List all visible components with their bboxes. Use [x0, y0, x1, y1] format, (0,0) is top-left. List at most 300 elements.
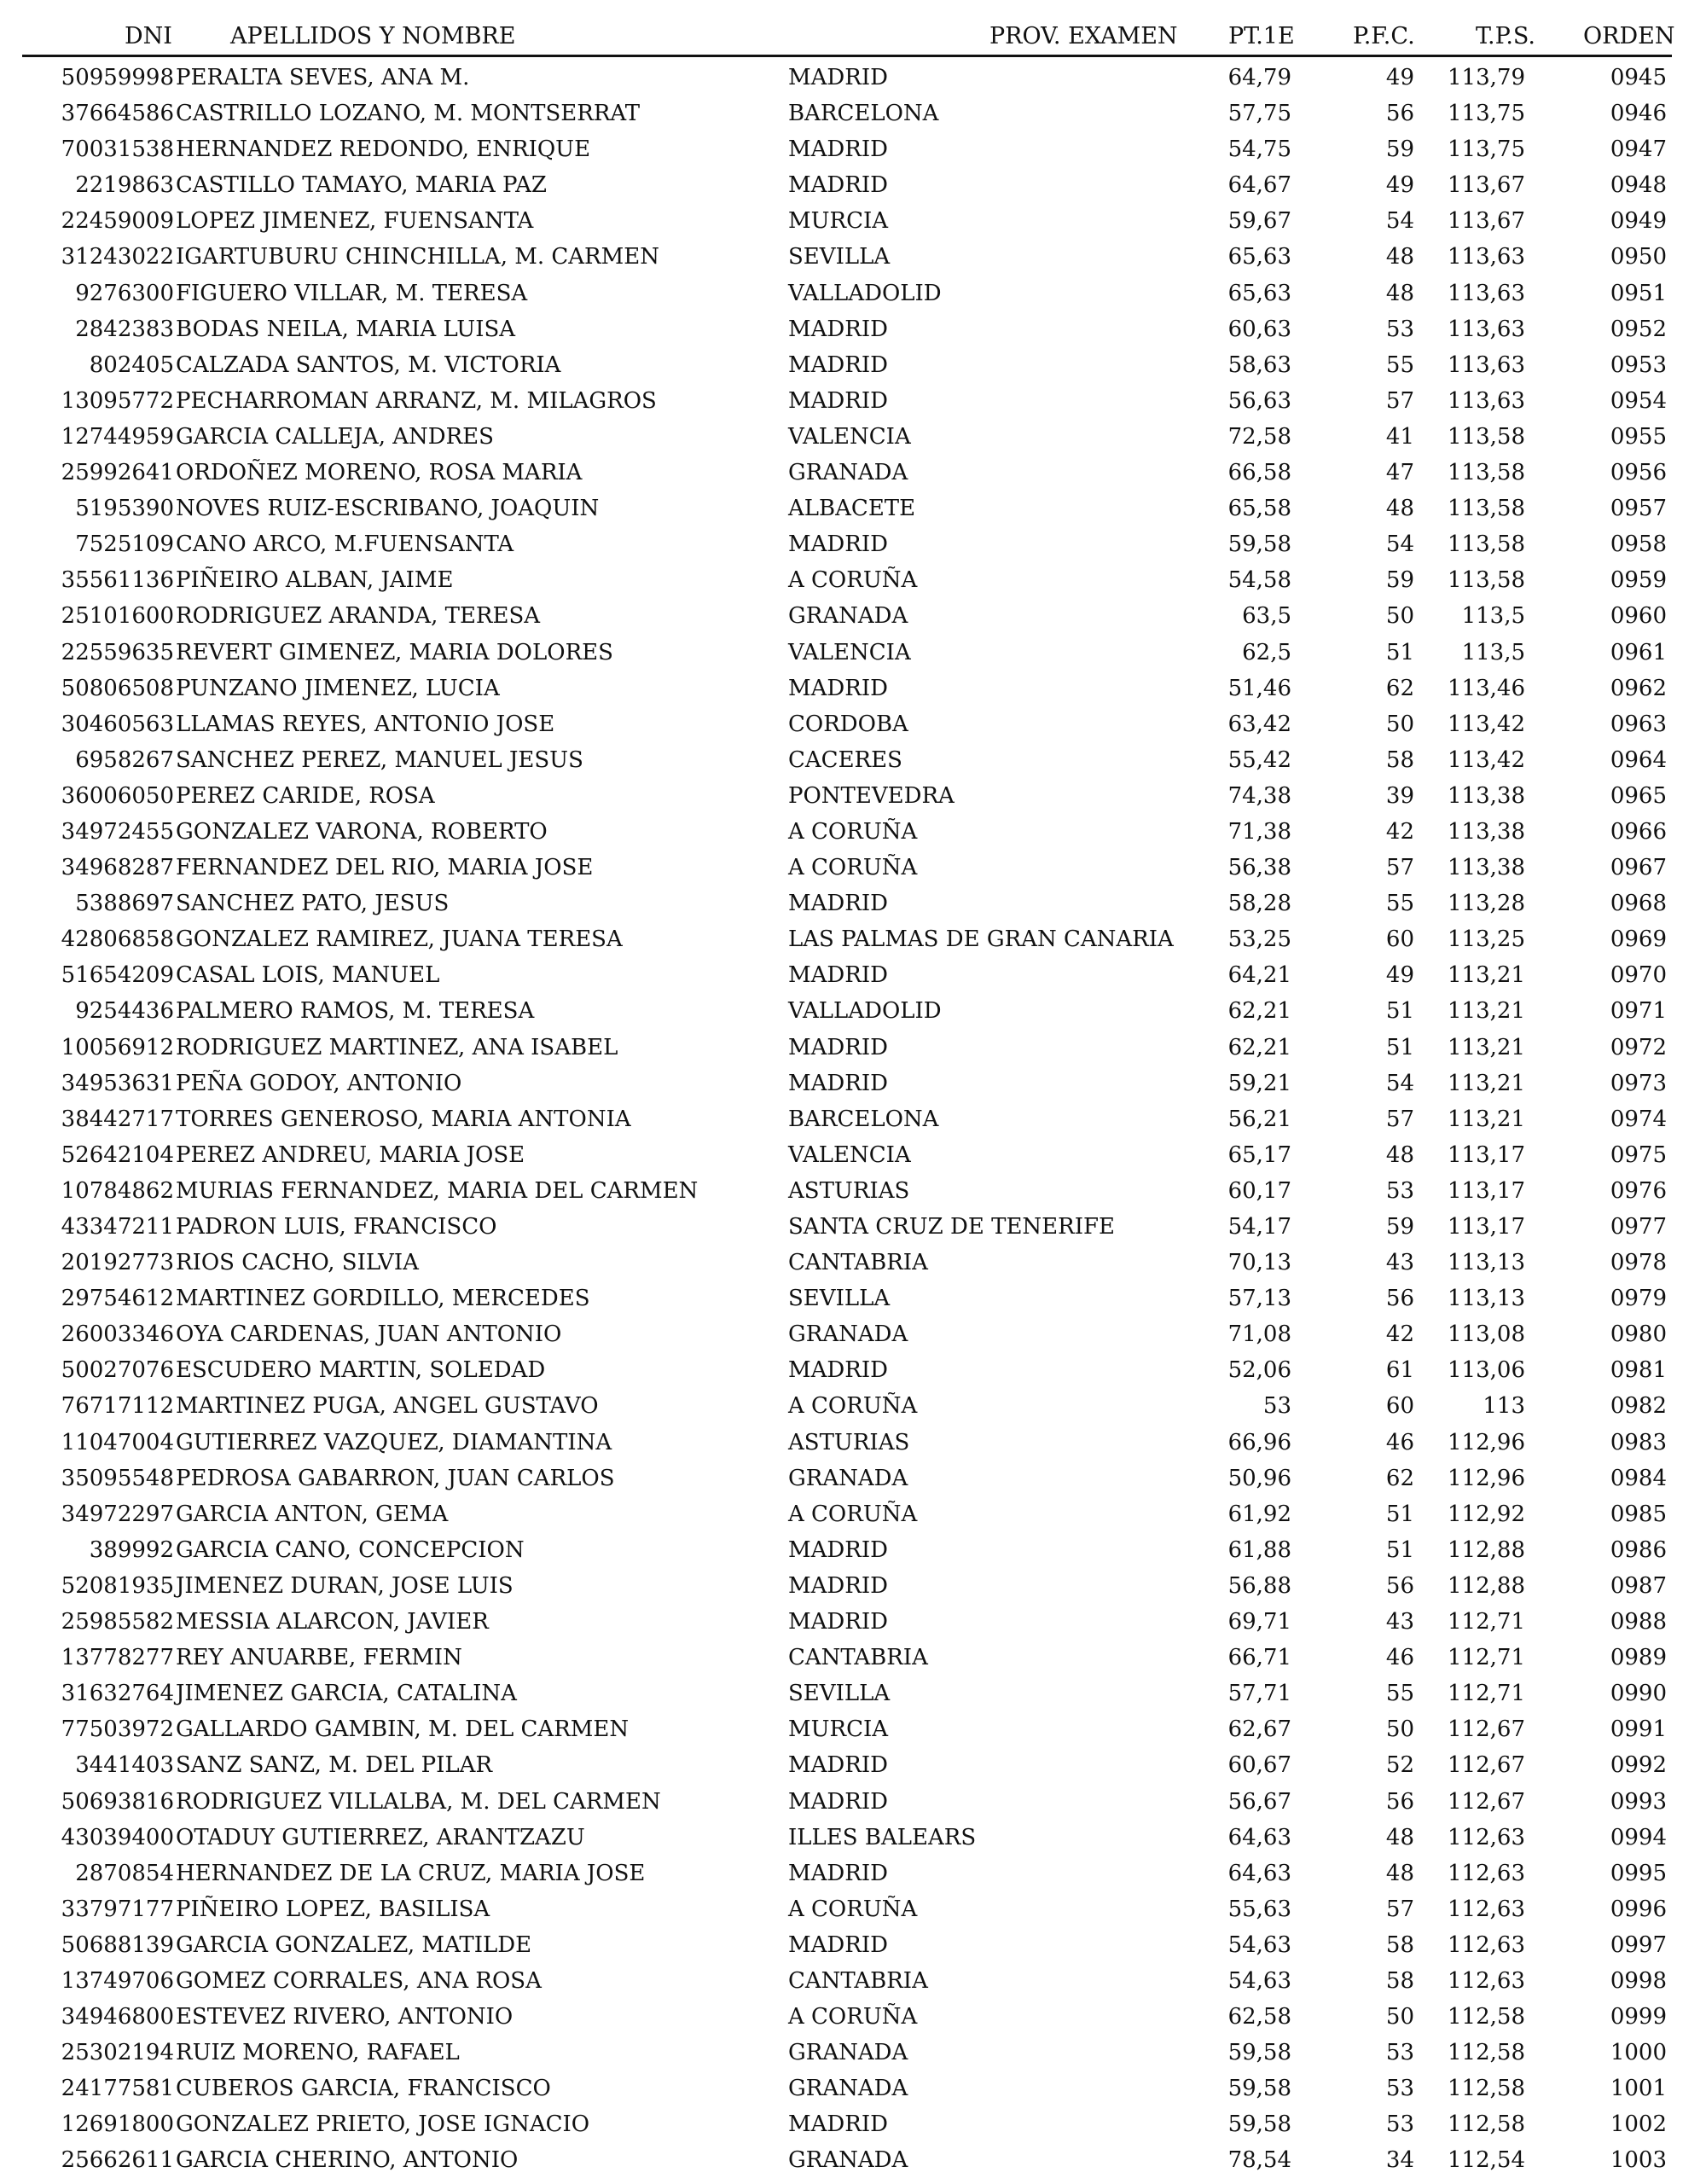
- pt1e-cell: 54,63: [1227, 1931, 1291, 1958]
- name-cell: PALMERO RAMOS, M. TERESA: [176, 998, 535, 1025]
- pfc-cell: 51: [1385, 1501, 1414, 1527]
- prov-cell: A CORUÑA: [788, 1501, 918, 1527]
- name-cell: HERNANDEZ DE LA CRUZ, MARIA JOSE: [176, 1860, 646, 1886]
- prov-cell: BARCELONA: [788, 1106, 939, 1132]
- pfc-cell: 53: [1385, 2040, 1414, 2066]
- name-cell: CASTILLO TAMAYO, MARIA PAZ: [176, 172, 547, 199]
- name-cell: PEREZ ANDREU, MARIA JOSE: [176, 1141, 525, 1168]
- prov-cell: MADRID: [788, 1788, 888, 1815]
- tps-cell: 113,17: [1448, 1141, 1525, 1168]
- table-row: [0, 2071, 1706, 2106]
- orden-cell: 1002: [1610, 2111, 1667, 2138]
- tps-cell: 112,54: [1448, 2147, 1525, 2174]
- dni-cell: 34972297: [61, 1501, 174, 1527]
- name-cell: FERNANDEZ DEL RIO, MARIA JOSE: [176, 855, 594, 881]
- orden-cell: 0986: [1610, 1536, 1667, 1563]
- dni-cell: 50806508: [61, 675, 174, 701]
- prov-cell: MADRID: [788, 675, 888, 701]
- dni-cell: 52642104: [61, 1141, 174, 1168]
- tps-cell: 113,79: [1448, 65, 1525, 90]
- name-cell: RODRIGUEZ VILLALBA, M. DEL CARMEN: [176, 1788, 661, 1815]
- orden-cell: 1000: [1610, 2040, 1667, 2066]
- prov-cell: MADRID: [788, 65, 888, 90]
- tps-cell: 113,63: [1448, 280, 1525, 306]
- table-row: [0, 1173, 1706, 1209]
- pfc-cell: 57: [1385, 1106, 1414, 1132]
- table-row: [0, 276, 1706, 311]
- pfc-cell: 57: [1385, 1896, 1414, 1922]
- tps-cell: 113,21: [1448, 962, 1525, 989]
- table-row: [0, 635, 1706, 671]
- orden-cell: 1003: [1610, 2147, 1667, 2174]
- dni-cell: 12744959: [61, 423, 174, 450]
- pfc-cell: 53: [1385, 2076, 1414, 2102]
- pt1e-cell: 54,58: [1227, 567, 1291, 594]
- name-cell: PUNZANO JIMENEZ, LUCIA: [176, 675, 500, 701]
- pt1e-cell: 52,06: [1227, 1357, 1291, 1384]
- dni-cell: 70031538: [61, 136, 174, 163]
- pt1e-cell: 63,5: [1242, 603, 1291, 630]
- table-row: [0, 491, 1706, 526]
- dni-cell: 26003346: [61, 1321, 174, 1348]
- pfc-cell: 51: [1385, 1034, 1414, 1060]
- orden-cell: 0975: [1610, 1141, 1667, 1168]
- pfc-cell: 55: [1385, 891, 1414, 917]
- orden-cell: 0999: [1610, 2004, 1667, 2030]
- name-cell: OTADUY GUTIERREZ, ARANTZAZU: [176, 1824, 585, 1850]
- table-row: [0, 131, 1706, 167]
- orden-cell: 0994: [1610, 1824, 1667, 1850]
- prov-cell: PONTEVEDRA: [788, 782, 955, 809]
- name-cell: GARCIA GONZALEZ, MATILDE: [176, 1931, 532, 1958]
- pfc-cell: 56: [1385, 1572, 1414, 1599]
- orden-cell: 0982: [1610, 1393, 1667, 1420]
- pt1e-cell: 59,67: [1227, 208, 1291, 235]
- table-row: [0, 60, 1706, 96]
- name-cell: GARCIA CANO, CONCEPCION: [176, 1536, 525, 1563]
- prov-cell: SANTA CRUZ DE TENERIFE: [788, 1214, 1116, 1240]
- header-rule: [22, 55, 1672, 57]
- results-table: [0, 60, 1706, 2179]
- pfc-cell: 47: [1385, 460, 1414, 486]
- pfc-cell: 56: [1385, 1286, 1414, 1312]
- orden-cell: 0966: [1610, 818, 1667, 845]
- tps-cell: 113,5: [1461, 639, 1525, 665]
- prov-cell: MURCIA: [788, 1716, 889, 1743]
- table-row: [0, 1066, 1706, 1101]
- dni-cell: 35095548: [61, 1465, 174, 1491]
- name-cell: REY ANUARBE, FERMIN: [176, 1645, 462, 1671]
- name-cell: GOMEZ CORRALES, ANA ROSA: [176, 1967, 542, 1994]
- pt1e-cell: 55,63: [1227, 1896, 1291, 1922]
- pt1e-cell: 56,67: [1227, 1788, 1291, 1815]
- dni-cell: 50959998: [61, 65, 174, 90]
- pfc-cell: 53: [1385, 2111, 1414, 2138]
- orden-cell: 0995: [1610, 1860, 1667, 1886]
- dni-cell: 34946800: [61, 2004, 174, 2030]
- pt1e-cell: 71,38: [1227, 818, 1291, 845]
- orden-cell: 0978: [1610, 1250, 1667, 1276]
- pt1e-cell: 61,88: [1227, 1536, 1291, 1563]
- prov-cell: SEVILLA: [788, 1286, 891, 1312]
- dni-cell: 25302194: [61, 2040, 174, 2066]
- pt1e-cell: 64,67: [1227, 172, 1291, 199]
- orden-cell: 0951: [1610, 280, 1667, 306]
- dni-cell: 22459009: [61, 208, 174, 235]
- name-cell: MESSIA ALARCON, JAVIER: [176, 1609, 489, 1635]
- pt1e-cell: 59,21: [1227, 1070, 1291, 1096]
- dni-cell: 20192773: [61, 1250, 174, 1276]
- table-row: [0, 1999, 1706, 2035]
- orden-cell: 0981: [1610, 1357, 1667, 1384]
- prov-cell: MADRID: [788, 1536, 888, 1563]
- name-cell: PEÑA GODOY, ANTONIO: [176, 1070, 462, 1096]
- header-name: APELLIDOS Y NOMBRE: [230, 23, 516, 49]
- name-cell: CASTRILLO LOZANO, M. MONTSERRAT: [176, 101, 641, 127]
- tps-cell: 112,63: [1448, 1824, 1525, 1850]
- table-row: [0, 1891, 1706, 1927]
- prov-cell: CANTABRIA: [788, 1250, 928, 1276]
- dni-cell: 6958267: [75, 746, 174, 773]
- pt1e-cell: 61,92: [1227, 1501, 1291, 1527]
- prov-cell: GRANADA: [788, 2147, 908, 2174]
- pt1e-cell: 62,21: [1227, 1034, 1291, 1060]
- table-row: [0, 1030, 1706, 1066]
- dni-cell: 31632764: [61, 1681, 174, 1707]
- prov-cell: VALENCIA: [788, 639, 911, 665]
- orden-cell: 0952: [1610, 316, 1667, 342]
- name-cell: CANO ARCO, M.FUENSANTA: [176, 531, 514, 558]
- table-row: [0, 2142, 1706, 2178]
- dni-cell: 34972455: [61, 818, 174, 845]
- tps-cell: 113: [1483, 1393, 1525, 1420]
- header-prov: PROV. EXAMEN: [989, 23, 1178, 49]
- prov-cell: MADRID: [788, 387, 888, 414]
- orden-cell: 0949: [1610, 208, 1667, 235]
- prov-cell: MADRID: [788, 1357, 888, 1384]
- dni-cell: 43347211: [61, 1214, 174, 1240]
- pfc-cell: 59: [1385, 1214, 1414, 1240]
- name-cell: LLAMAS REYES, ANTONIO JOSE: [176, 711, 555, 737]
- tps-cell: 113,5: [1461, 603, 1525, 630]
- pt1e-cell: 62,21: [1227, 998, 1291, 1025]
- tps-cell: 113,63: [1448, 351, 1525, 378]
- pt1e-cell: 69,71: [1227, 1609, 1291, 1635]
- dni-cell: 24177581: [61, 2076, 174, 2102]
- prov-cell: VALENCIA: [788, 423, 911, 450]
- dni-cell: 9276300: [75, 280, 174, 306]
- dni-cell: 34968287: [61, 855, 174, 881]
- table-row: [0, 239, 1706, 275]
- dni-cell: 50688139: [61, 1931, 174, 1958]
- dni-cell: 11047004: [61, 1429, 174, 1455]
- name-cell: PIÑEIRO LOPEZ, BASILISA: [176, 1896, 490, 1922]
- table-row: [0, 96, 1706, 131]
- orden-cell: 0988: [1610, 1609, 1667, 1635]
- prov-cell: CANTABRIA: [788, 1645, 928, 1671]
- name-cell: MARTINEZ GORDILLO, MERCEDES: [176, 1286, 590, 1312]
- pt1e-cell: 64,63: [1227, 1824, 1291, 1850]
- pfc-cell: 34: [1385, 2147, 1414, 2174]
- dni-cell: 25992641: [61, 460, 174, 486]
- table-row: [0, 347, 1706, 383]
- orden-cell: 0945: [1610, 65, 1667, 90]
- prov-cell: A CORUÑA: [788, 1896, 918, 1922]
- tps-cell: 112,58: [1448, 2004, 1525, 2030]
- orden-cell: 0992: [1610, 1752, 1667, 1779]
- prov-cell: A CORUÑA: [788, 855, 918, 881]
- table-row: [0, 1604, 1706, 1640]
- pt1e-cell: 70,13: [1227, 1250, 1291, 1276]
- dni-cell: 802405: [89, 351, 174, 378]
- name-cell: OYA CARDENAS, JUAN ANTONIO: [176, 1321, 562, 1348]
- dni-cell: 13778277: [61, 1645, 174, 1671]
- dni-cell: 5388697: [75, 891, 174, 917]
- prov-cell: GRANADA: [788, 603, 908, 630]
- prov-cell: VALLADOLID: [788, 280, 942, 306]
- table-row: [0, 671, 1706, 706]
- prov-cell: MADRID: [788, 962, 888, 989]
- tps-cell: 113,38: [1448, 855, 1525, 881]
- table-row: [0, 1820, 1706, 1856]
- table-row: [0, 886, 1706, 921]
- dni-cell: 25985582: [61, 1609, 174, 1635]
- pt1e-cell: 53,25: [1227, 926, 1291, 953]
- prov-cell: VALENCIA: [788, 1141, 911, 1168]
- tps-cell: 112,67: [1448, 1788, 1525, 1815]
- name-cell: PIÑEIRO ALBAN, JAIME: [176, 567, 454, 594]
- tps-cell: 113,21: [1448, 1034, 1525, 1060]
- tps-cell: 113,13: [1448, 1286, 1525, 1312]
- tps-cell: 112,96: [1448, 1429, 1525, 1455]
- dni-cell: 52081935: [61, 1572, 174, 1599]
- table-row: [0, 1711, 1706, 1747]
- dni-cell: 10056912: [61, 1034, 174, 1060]
- table-row: [0, 1784, 1706, 1820]
- pt1e-cell: 64,63: [1227, 1860, 1291, 1886]
- tps-cell: 112,67: [1448, 1716, 1525, 1743]
- table-row: [0, 1209, 1706, 1245]
- orden-cell: 0974: [1610, 1106, 1667, 1132]
- pfc-cell: 54: [1385, 1070, 1414, 1096]
- table-row: [0, 850, 1706, 886]
- pfc-cell: 49: [1385, 65, 1414, 90]
- name-cell: GARCIA ANTON, GEMA: [176, 1501, 449, 1527]
- tps-cell: 112,58: [1448, 2111, 1525, 2138]
- name-cell: GALLARDO GAMBIN, M. DEL CARMEN: [176, 1716, 630, 1743]
- pfc-cell: 60: [1385, 1393, 1414, 1420]
- tps-cell: 113,58: [1448, 423, 1525, 450]
- pt1e-cell: 74,38: [1227, 782, 1291, 809]
- name-cell: JIMENEZ GARCIA, CATALINA: [176, 1681, 517, 1707]
- prov-cell: MADRID: [788, 1572, 888, 1599]
- tps-cell: 113,21: [1448, 1106, 1525, 1132]
- name-cell: IGARTUBURU CHINCHILLA, M. CARMEN: [176, 244, 659, 270]
- pt1e-cell: 66,58: [1227, 460, 1291, 486]
- pfc-cell: 55: [1385, 1681, 1414, 1707]
- tps-cell: 112,63: [1448, 1896, 1525, 1922]
- pfc-cell: 46: [1385, 1429, 1414, 1455]
- pt1e-cell: 59,58: [1227, 531, 1291, 558]
- table-row: [0, 1568, 1706, 1604]
- orden-cell: 0985: [1610, 1501, 1667, 1527]
- pfc-cell: 56: [1385, 1788, 1414, 1815]
- orden-cell: 0956: [1610, 460, 1667, 486]
- pfc-cell: 43: [1385, 1609, 1414, 1635]
- pfc-cell: 58: [1385, 1931, 1414, 1958]
- orden-cell: 0961: [1610, 639, 1667, 665]
- tps-cell: 112,88: [1448, 1536, 1525, 1563]
- tps-cell: 112,71: [1448, 1681, 1525, 1707]
- tps-cell: 113,25: [1448, 926, 1525, 953]
- pt1e-cell: 55,42: [1227, 746, 1291, 773]
- tps-cell: 113,08: [1448, 1321, 1525, 1348]
- pt1e-cell: 59,58: [1227, 2111, 1291, 2138]
- dni-cell: 25662611: [61, 2147, 174, 2174]
- tps-cell: 113,63: [1448, 244, 1525, 270]
- prov-cell: MADRID: [788, 1034, 888, 1060]
- tps-cell: 112,71: [1448, 1645, 1525, 1671]
- dni-cell: 29754612: [61, 1286, 174, 1312]
- tps-cell: 113,21: [1448, 998, 1525, 1025]
- tps-cell: 113,58: [1448, 460, 1525, 486]
- pfc-cell: 49: [1385, 962, 1414, 989]
- pfc-cell: 48: [1385, 1860, 1414, 1886]
- table-row: [0, 1281, 1706, 1316]
- pt1e-cell: 60,67: [1227, 1752, 1291, 1779]
- pt1e-cell: 50,96: [1227, 1465, 1291, 1491]
- pt1e-cell: 64,79: [1227, 65, 1291, 90]
- orden-cell: 0954: [1610, 387, 1667, 414]
- prov-cell: SEVILLA: [788, 1681, 891, 1707]
- prov-cell: MADRID: [788, 316, 888, 342]
- orden-cell: 0996: [1610, 1896, 1667, 1922]
- header-pfc: P.F.C.: [1353, 23, 1415, 49]
- table-row: [0, 1352, 1706, 1388]
- prov-cell: CANTABRIA: [788, 1967, 928, 1994]
- orden-cell: 0957: [1610, 496, 1667, 522]
- pfc-cell: 62: [1385, 1465, 1414, 1491]
- tps-cell: 112,88: [1448, 1572, 1525, 1599]
- name-cell: GONZALEZ RAMIREZ, JUANA TERESA: [176, 926, 623, 953]
- header-tps: T.P.S.: [1476, 23, 1536, 49]
- pfc-cell: 57: [1385, 855, 1414, 881]
- orden-cell: 0980: [1610, 1321, 1667, 1348]
- name-cell: RUIZ MORENO, RAFAEL: [176, 2040, 460, 2066]
- name-cell: CASAL LOIS, MANUEL: [176, 962, 440, 989]
- pfc-cell: 48: [1385, 280, 1414, 306]
- table-row: [0, 167, 1706, 203]
- tps-cell: 113,06: [1448, 1357, 1525, 1384]
- tps-cell: 112,58: [1448, 2076, 1525, 2102]
- name-cell: RODRIGUEZ ARANDA, TERESA: [176, 603, 541, 630]
- orden-cell: 0968: [1610, 891, 1667, 917]
- pfc-cell: 59: [1385, 136, 1414, 163]
- pt1e-cell: 72,58: [1227, 423, 1291, 450]
- dni-cell: 10784862: [61, 1177, 174, 1204]
- prov-cell: MURCIA: [788, 208, 889, 235]
- prov-cell: A CORUÑA: [788, 818, 918, 845]
- orden-cell: 0946: [1610, 101, 1667, 127]
- tps-cell: 113,38: [1448, 818, 1525, 845]
- dni-cell: 13749706: [61, 1967, 174, 1994]
- orden-cell: 0950: [1610, 244, 1667, 270]
- tps-cell: 112,63: [1448, 1860, 1525, 1886]
- table-row: [0, 1388, 1706, 1424]
- prov-cell: MADRID: [788, 1860, 888, 1886]
- name-cell: LOPEZ JIMENEZ, FUENSANTA: [176, 208, 534, 235]
- table-row: [0, 1496, 1706, 1532]
- prov-cell: ILLES BALEARS: [788, 1824, 977, 1850]
- pfc-cell: 54: [1385, 208, 1414, 235]
- name-cell: CUBEROS GARCIA, FRANCISCO: [176, 2076, 551, 2102]
- orden-cell: 0973: [1610, 1070, 1667, 1096]
- table-row: [0, 1532, 1706, 1568]
- tps-cell: 113,58: [1448, 567, 1525, 594]
- tps-cell: 112,63: [1448, 1967, 1525, 1994]
- prov-cell: GRANADA: [788, 460, 908, 486]
- tps-cell: 113,28: [1448, 891, 1525, 917]
- pt1e-cell: 56,38: [1227, 855, 1291, 881]
- pt1e-cell: 59,58: [1227, 2076, 1291, 2102]
- pt1e-cell: 54,63: [1227, 1967, 1291, 1994]
- pfc-cell: 48: [1385, 1141, 1414, 1168]
- tps-cell: 113,75: [1448, 101, 1525, 127]
- prov-cell: ASTURIAS: [788, 1177, 910, 1204]
- prov-cell: MADRID: [788, 1609, 888, 1635]
- table-row: [0, 203, 1706, 239]
- table-row: [0, 1640, 1706, 1676]
- pfc-cell: 53: [1385, 316, 1414, 342]
- table-row: [0, 706, 1706, 742]
- orden-cell: 0989: [1610, 1645, 1667, 1671]
- dni-cell: 76717112: [61, 1393, 174, 1420]
- table-row: [0, 1245, 1706, 1281]
- pfc-cell: 58: [1385, 1967, 1414, 1994]
- table-row: [0, 1137, 1706, 1173]
- dni-cell: 50693816: [61, 1788, 174, 1815]
- orden-cell: 0962: [1610, 675, 1667, 701]
- pt1e-cell: 62,58: [1227, 2004, 1291, 2030]
- prov-cell: BARCELONA: [788, 101, 939, 127]
- orden-cell: 0964: [1610, 746, 1667, 773]
- pt1e-cell: 59,58: [1227, 2040, 1291, 2066]
- dni-cell: 25101600: [61, 603, 174, 630]
- pt1e-cell: 62,67: [1227, 1716, 1291, 1743]
- name-cell: GARCIA CHERINO, ANTONIO: [176, 2147, 519, 2174]
- tps-cell: 112,63: [1448, 1931, 1525, 1958]
- pfc-cell: 60: [1385, 926, 1414, 953]
- pt1e-cell: 66,96: [1227, 1429, 1291, 1455]
- dni-cell: 51654209: [61, 962, 174, 989]
- pfc-cell: 51: [1385, 998, 1414, 1025]
- dni-cell: 30460563: [61, 711, 174, 737]
- pfc-cell: 42: [1385, 818, 1414, 845]
- pfc-cell: 61: [1385, 1357, 1414, 1384]
- pt1e-cell: 65,58: [1227, 496, 1291, 522]
- table-row: [0, 921, 1706, 957]
- prov-cell: CACERES: [788, 746, 902, 773]
- name-cell: NOVES RUIZ-ESCRIBANO, JOAQUIN: [176, 496, 600, 522]
- name-cell: GONZALEZ VARONA, ROBERTO: [176, 818, 548, 845]
- tps-cell: 113,42: [1448, 746, 1525, 773]
- dni-cell: 22559635: [61, 639, 174, 665]
- dni-cell: 77503972: [61, 1716, 174, 1743]
- dni-cell: 35561136: [61, 567, 174, 594]
- table-row: [0, 419, 1706, 455]
- pfc-cell: 48: [1385, 496, 1414, 522]
- pt1e-cell: 57,13: [1227, 1286, 1291, 1312]
